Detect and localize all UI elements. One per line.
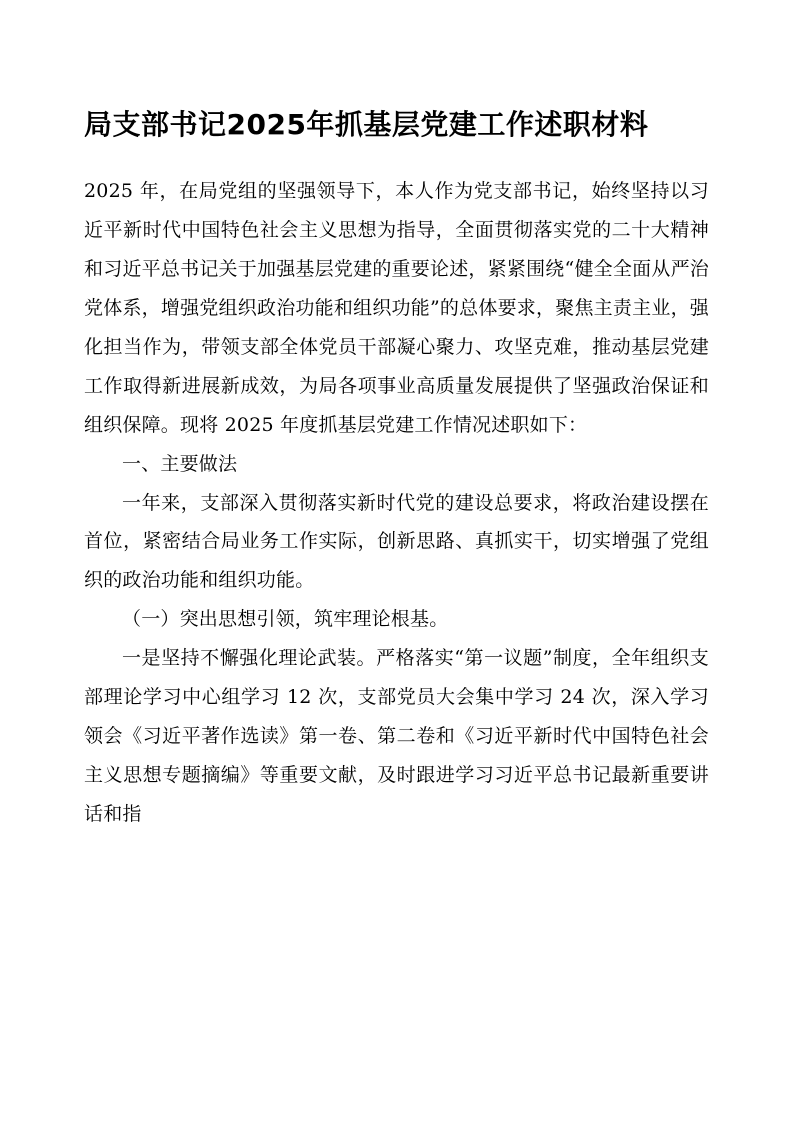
paragraph-1: 2025 年，在局党组的坚强领导下，本人作为党支部书记，始终坚持以习近平新时代中国特色社会主义思想为指导，全面贯彻落实党的二十大精神和习近平总书记关于加强基层党建的重要论述，紧紧围绕“健全全面从严治党体系，增强党组织政治功能和组织功能”的总体要求，聚焦主责主业，强化担当作为，带领支部全体党员干部凝心聚力、攻坚克难，推动基层党建工作取得新进展新成效，为局各项事业高质量发展提供了坚强政治保证和组织保障。现将 2025 年度抓基层党建工作情况述职如下： bbox=[84, 180, 709, 436]
paragraph-3: 一年来，支部深入贯彻落实新时代党的建设总要求，将政治建设摆在首位，紧密结合局业务工作实际，创新思路、真抓实干，切实增强了党组织的政治功能和组织功能。 bbox=[84, 491, 709, 592]
document-body bbox=[84, 172, 709, 834]
page-title: 局支部书记2025年抓基层党建工作述职材料 bbox=[84, 108, 649, 141]
paragraph-subheading-1: （一）突出思想引领，筑牢理论根基。 bbox=[122, 608, 449, 631]
paragraph-5: 一是坚持不懈强化理论武装。严格落实“第一议题”制度，全年组织支部理论学习中心组学习 12 次，支部党员大会集中学习 24 次，深入学习领会《习近平著作选读》第一卷、第二卷和《习近平新时代中国特色社会主义思想专题摘编》等重要文献，及时跟进学习习近平总书记最新重要讲话和指 bbox=[84, 647, 709, 825]
paragraph-heading-section-1: 一、主要做法 bbox=[122, 452, 238, 475]
